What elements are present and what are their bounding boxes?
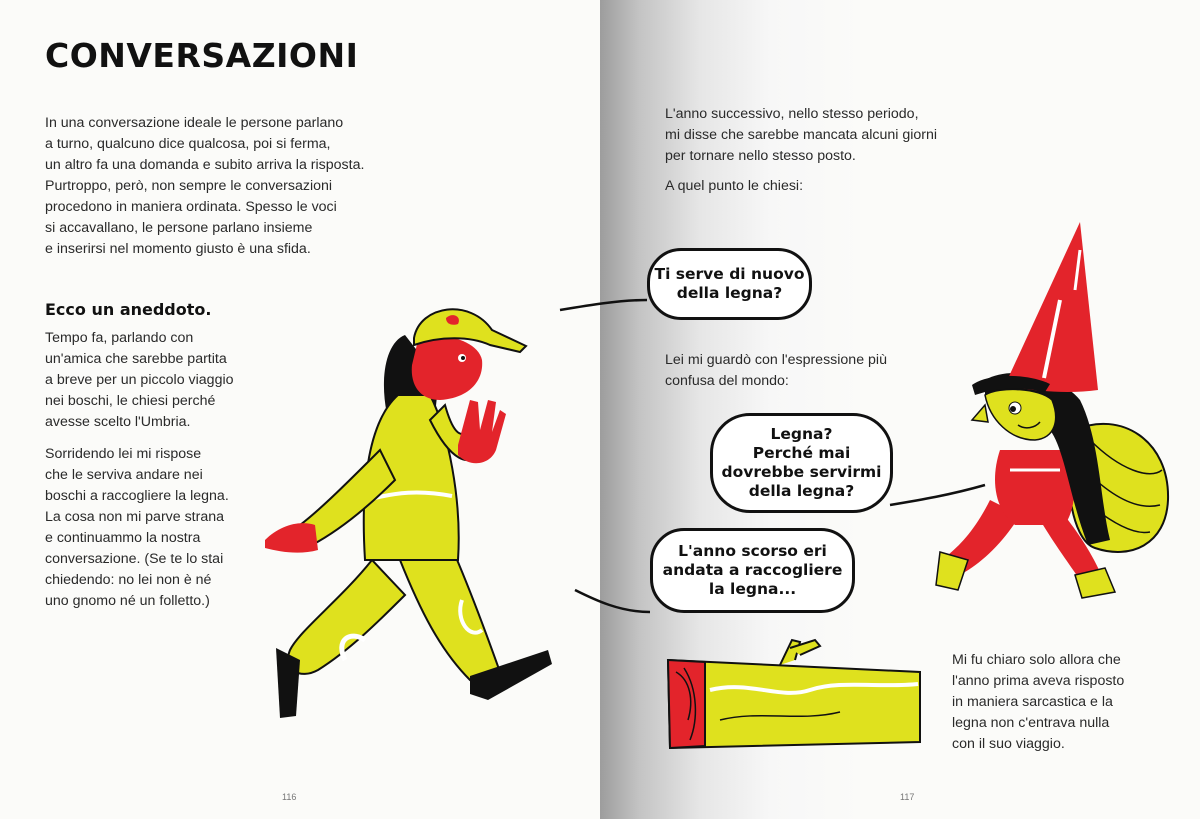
reply-line: Sorridendo lei mi rispose xyxy=(45,446,202,462)
speech-bubble-reminder xyxy=(650,528,855,613)
page-number-left: 116 xyxy=(282,792,297,802)
anecdote-line: nei boschi, le chiesi perché xyxy=(45,393,216,409)
closing-paragraph xyxy=(952,650,1124,755)
reply-line: La cosa non mi parve strana xyxy=(45,509,225,525)
bubble-text-line: Ti serve di nuovo xyxy=(654,265,805,283)
reply-line: conversazione. (Se te lo stai xyxy=(45,551,224,567)
bubble-text-line: L'anno scorso eri xyxy=(678,542,827,560)
speech-bubble-confused xyxy=(710,413,893,513)
anecdote-line: Tempo fa, parlando con xyxy=(45,330,194,346)
right-intro-line: per tornare nello stesso posto. xyxy=(665,148,856,164)
bubble-text-line: della legna? xyxy=(676,284,783,302)
intro-line: Purtroppo, però, non sempre le conversazioni xyxy=(45,178,333,194)
reaction-paragraph xyxy=(665,350,887,392)
anecdote-heading: Ecco un aneddoto. xyxy=(45,300,212,319)
speech-bubble-question xyxy=(647,248,812,320)
reply-line: uno gnomo né un folletto.) xyxy=(45,593,210,609)
right-intro-paragraph xyxy=(665,104,937,167)
bubble-text-line: della legna? xyxy=(748,482,855,500)
anecdote-paragraph xyxy=(45,328,234,433)
right-intro-line: mi disse che sarebbe mancata alcuni giorni xyxy=(665,127,938,143)
closing-line: in maniera sarcastica e la xyxy=(952,694,1113,710)
reply-line: che le serviva andare nei xyxy=(45,467,203,483)
intro-line: si accavallano, le persone parlano insieme xyxy=(45,220,313,236)
closing-line: legna non c'entrava nulla xyxy=(952,715,1110,731)
closing-line: l'anno prima aveva risposto xyxy=(952,673,1125,689)
intro-line: In una conversazione ideale le persone parlano xyxy=(45,115,344,131)
anecdote-line: un'amica che sarebbe partita xyxy=(45,351,227,367)
reply-line: e continuammo la nostra xyxy=(45,530,201,546)
bubble-text-line: la legna... xyxy=(708,580,797,598)
intro-line: procedono in maniera ordinata. Spesso le voci xyxy=(45,199,337,215)
bubble-text-line: andata a raccogliere xyxy=(662,561,843,579)
bubble-text-line: Perché mai xyxy=(752,444,851,462)
reply-line: chiedendo: no lei non è né xyxy=(45,572,212,588)
closing-line: Mi fu chiaro solo allora che xyxy=(952,652,1121,668)
intro-line: a turno, qualcuno dice qualcosa, poi si ferma, xyxy=(45,136,331,152)
right-intro-line: L'anno successivo, nello stesso periodo, xyxy=(665,106,919,122)
anecdote-line: a breve per un piccolo viaggio xyxy=(45,372,234,388)
reaction-line: confusa del mondo: xyxy=(665,373,789,389)
reply-line: boschi a raccogliere la legna. xyxy=(45,488,229,504)
ask-line: A quel punto le chiesi: xyxy=(665,178,804,194)
intro-paragraph xyxy=(45,113,364,260)
reply-paragraph xyxy=(45,444,229,612)
intro-line: un altro fa una domanda e subito arriva la risposta. xyxy=(45,157,365,173)
bubble-text-line: Legna? xyxy=(770,425,833,443)
page-number-right: 117 xyxy=(900,792,915,802)
page-title: CONVERSAZIONI xyxy=(45,36,359,75)
anecdote-line: avesse scelto l'Umbria. xyxy=(45,414,191,430)
reaction-line: Lei mi guardò con l'espressione più xyxy=(665,352,887,368)
bubble-text-line: dovrebbe servirmi xyxy=(721,463,882,481)
closing-line: con il suo viaggio. xyxy=(952,736,1065,752)
intro-line: e inserirsi nel momento giusto è una sfida. xyxy=(45,241,311,257)
